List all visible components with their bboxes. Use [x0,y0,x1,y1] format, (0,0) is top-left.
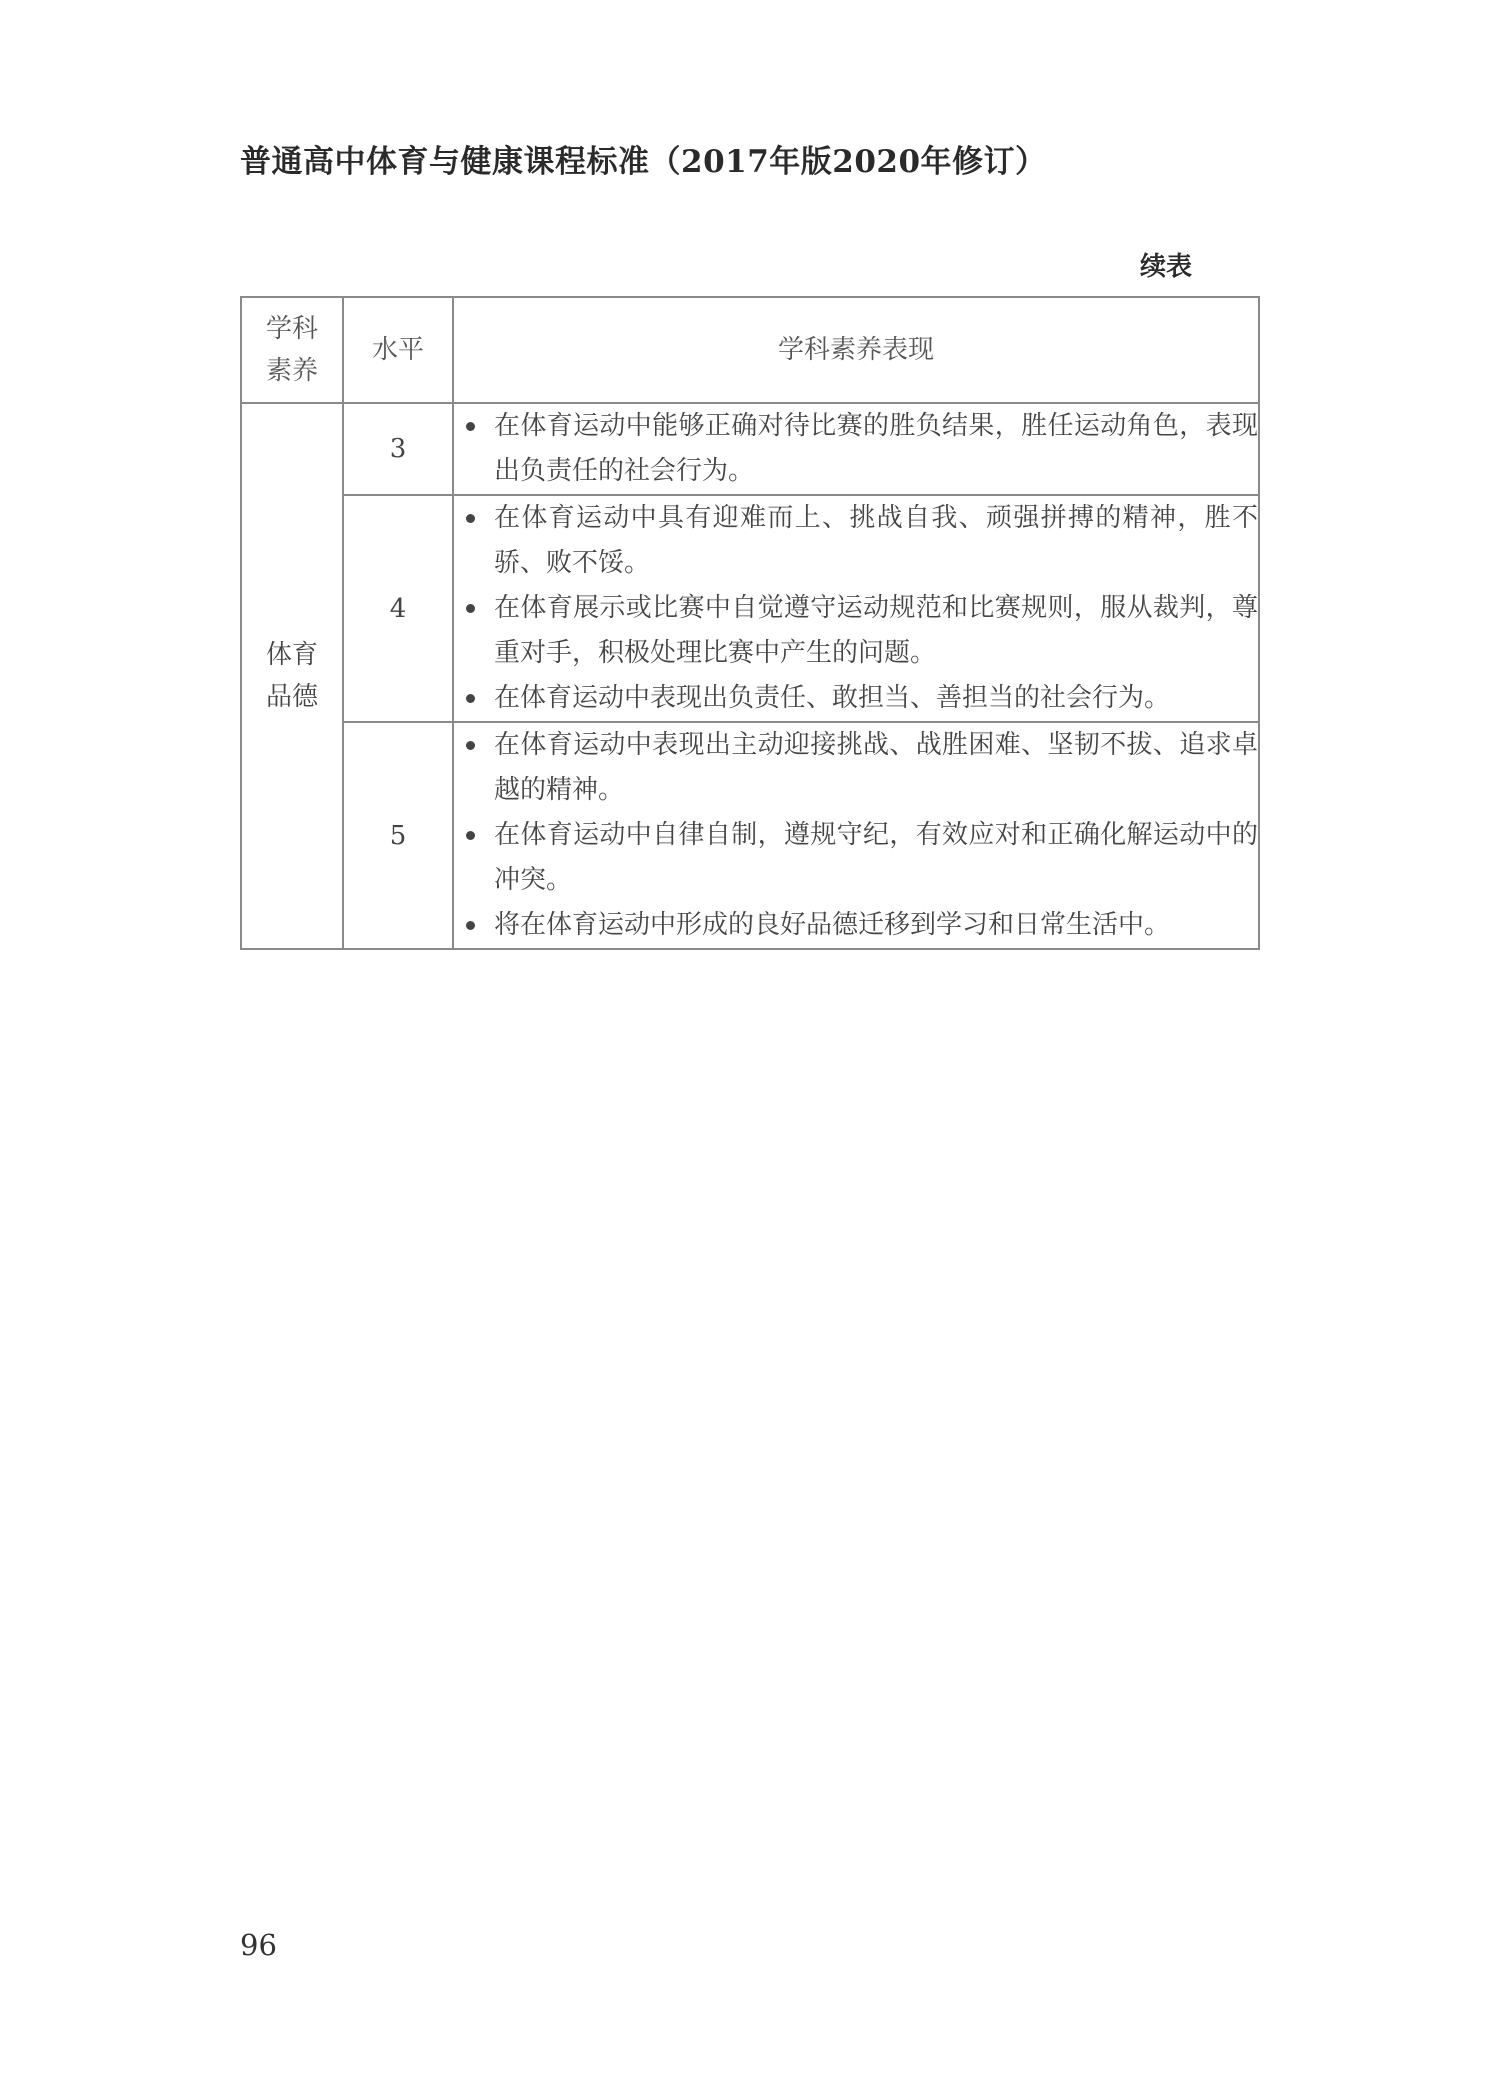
level-cell: 4 [343,495,453,722]
item-text: 在体育运动中自律自制，遵规守纪，有效应对和正确化解运动中的冲突。 [494,820,1258,895]
list-item [454,676,1258,721]
performance-cell [453,722,1259,949]
bullet-icon [466,604,475,613]
header-performance: 学科素养表现 [453,297,1259,403]
list-item [454,903,1258,948]
header-subject-line2: 素养 [265,356,318,386]
list-item [454,496,1258,586]
bullet-icon [466,921,475,930]
header-subject-line1: 学科 [265,314,318,344]
table-row-level-3 [241,403,1259,495]
list-item [454,586,1258,676]
performance-cell [453,403,1259,495]
item-text: 在体育运动中能够正确对待比赛的胜负结果，胜任运动角色，表现出负责任的社会行为。 [494,411,1258,486]
header-subject-literacy [241,297,343,403]
page-number: 96 [240,1928,277,1962]
table-caption: 续表 [1140,252,1193,282]
domain-cell [241,403,343,949]
bullet-icon [466,741,475,750]
list-item [454,404,1258,494]
header-level: 水平 [343,297,453,403]
bullet-icon [466,831,475,840]
domain-line1: 体育 [265,640,318,670]
table-row-level-5 [241,722,1259,949]
list-item [454,813,1258,903]
list-item [454,723,1258,813]
item-text: 在体育运动中表现出负责任、敢担当、善担当的社会行为。 [494,683,1171,713]
item-text: 在体育运动中表现出主动迎接挑战、战胜困难、坚韧不拔、追求卓越的精神。 [494,730,1258,805]
running-header: 普通高中体育与健康课程标准（2017年版2020年修订） [240,144,1047,180]
standards-table [240,296,1260,950]
table-row-level-4 [241,495,1259,722]
bullet-icon [466,514,475,523]
bullet-icon [466,422,475,431]
bullet-icon [466,694,475,703]
table-header-row [241,297,1259,403]
level-cell: 3 [343,403,453,495]
domain-line2: 品德 [265,682,318,712]
item-text: 将在体育运动中形成的良好品德迁移到学习和日常生活中。 [494,910,1171,940]
level-cell: 5 [343,722,453,949]
item-text: 在体育运动中具有迎难而上、挑战自我、顽强拼搏的精神，胜不骄、败不馁。 [494,503,1258,578]
item-text: 在体育展示或比赛中自觉遵守运动规范和比赛规则，服从裁判，尊重对手，积极处理比赛中产生的问题。 [494,593,1258,668]
performance-cell [453,495,1259,722]
